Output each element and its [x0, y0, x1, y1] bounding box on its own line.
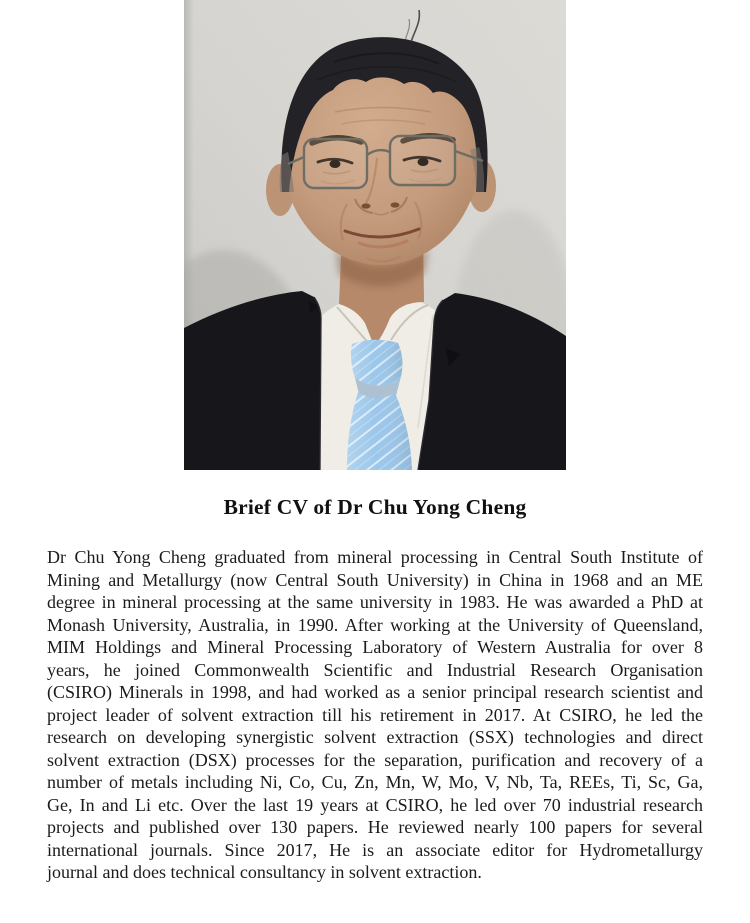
cv-line: international journals. Since 2017, He is an associate editor for Hydrometallurgy — [47, 839, 703, 860]
page-title: Brief CV of Dr Chu Yong Cheng — [223, 495, 527, 519]
cv-line: Mining and Metallurgy (now Central South University) in China in 1968 and an ME — [47, 569, 703, 590]
cv-line: Monash University, Australia, in 1990. After working at the University of Queensland, — [47, 614, 703, 635]
portrait-illustration — [184, 0, 566, 470]
cv-paragraph — [47, 546, 703, 884]
cv-line: degree in mineral processing at the same university in 1983. He was awarded a PhD at — [47, 592, 703, 612]
cv-line: (CSIRO) Minerals in 1998, and had worked as a senior principal research scientist and — [47, 682, 703, 702]
cv-line: research on developing synergistic solvent extraction (SSX) technologies and direct — [47, 727, 703, 747]
cv-line: number of metals including Ni, Co, Cu, Zn, Mn, W, Mo, V, Nb, Ta, REEs, Ti, Sc, Ga, — [47, 772, 703, 792]
cv-line: Dr Chu Yong Cheng graduated from mineral processing in Central South Institute of — [47, 547, 703, 567]
cv-line: projects and published over 130 papers. He reviewed nearly 100 papers for several — [47, 817, 703, 837]
cv-line: solvent extraction (DSX) processes for the separation, purification and recovery of a — [47, 749, 703, 770]
cv-line: project leader of solvent extraction till his retirement in 2017. At CSIRO, he led the — [47, 704, 703, 725]
cv-line: journal and does technical consultancy in solvent extraction. — [47, 862, 482, 882]
cv-line: years, he joined Commonwealth Scientific and Industrial Research Organisation — [47, 659, 703, 680]
portrait-photo — [184, 0, 566, 470]
cv-line: Ge, In and Li etc. Over the last 19 years at CSIRO, he led over 70 industrial research — [47, 794, 703, 815]
cv-line: MIM Holdings and Mineral Processing Laboratory of Western Australia for over 8 — [47, 637, 703, 657]
